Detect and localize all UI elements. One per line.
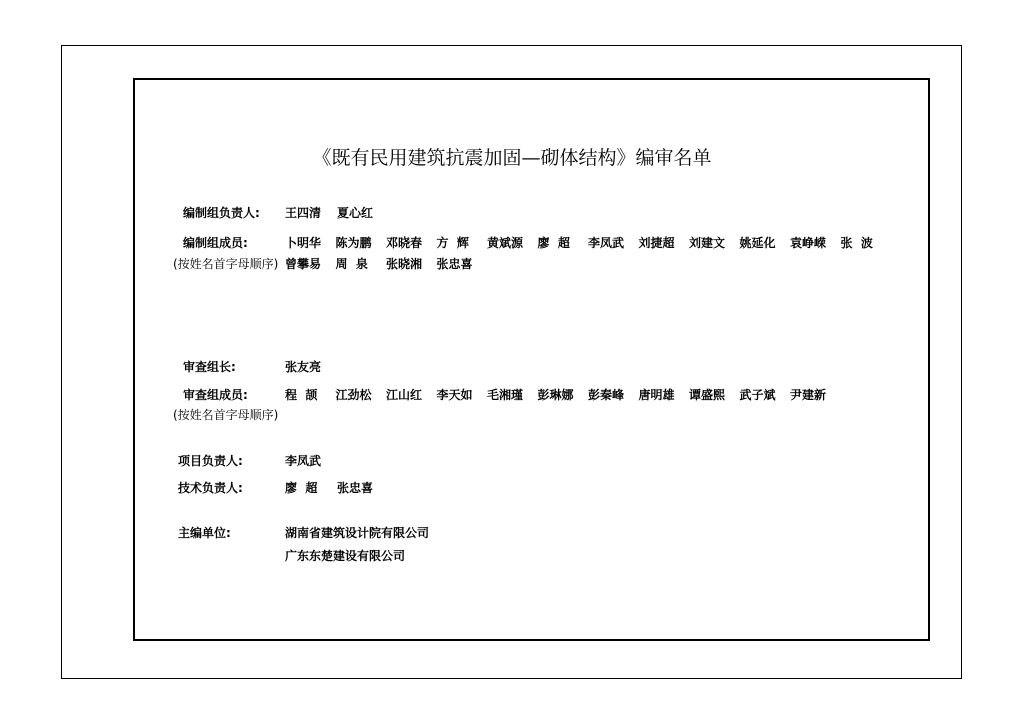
- review-leader-label: 审查组长:: [183, 360, 236, 374]
- person-name: 尹建新: [790, 388, 827, 402]
- person-name: 邓晓春: [386, 236, 423, 250]
- person-name: 刘建文: [689, 236, 726, 250]
- person-name: 刘捷超: [638, 236, 675, 250]
- person-name: 张晓湘: [386, 257, 423, 271]
- person-name: 周 泉: [335, 257, 368, 271]
- chief-editor-org-2: 广东东楚建设有限公司: [285, 549, 406, 563]
- person-name: 张忠喜: [337, 481, 374, 495]
- person-name: 廖 超: [537, 236, 570, 250]
- person-name: 黄斌源: [487, 236, 524, 250]
- chief-editor-label: 主编单位:: [178, 526, 231, 540]
- person-name: 武子斌: [739, 388, 776, 402]
- review-members-label: 审查组成员:: [183, 388, 248, 402]
- person-name: 夏心红: [337, 206, 374, 220]
- person-name: 毛湘瑾: [487, 388, 524, 402]
- project-lead-label: 项目负责人:: [178, 454, 243, 468]
- person-name: 姚延化: [739, 236, 776, 250]
- editor-leaders-label: 编制组负责人:: [183, 206, 260, 220]
- person-name: 彭秦峰: [588, 388, 625, 402]
- person-name: 彭琳娜: [537, 388, 574, 402]
- person-name: 张 波: [840, 236, 873, 250]
- person-name: 陈为鹏: [335, 236, 372, 250]
- person-name: 廖 超: [285, 481, 318, 495]
- chief-editor-org-1: 湖南省建筑设计院有限公司: [285, 526, 430, 540]
- person-name: 李凤武: [588, 236, 625, 250]
- person-name: 张忠喜: [436, 257, 473, 271]
- person-name: 袁峥嵘: [790, 236, 827, 250]
- person-name: 曾攀易: [285, 257, 322, 271]
- person-name: 张友亮: [285, 360, 322, 374]
- person-name: 李凤武: [285, 454, 322, 468]
- editor-members-note: (按姓名首字母顺序): [173, 257, 279, 271]
- review-members-note: (按姓名首字母顺序): [173, 408, 279, 422]
- person-name: 唐明雄: [638, 388, 675, 402]
- person-name: 程 颉: [285, 388, 318, 402]
- person-name: 江劲松: [335, 388, 372, 402]
- document-title: 《既有民用建筑抗震加固—砌体结构》编审名单: [312, 147, 712, 169]
- tech-lead-label: 技术负责人:: [178, 481, 243, 495]
- person-name: 方 辉: [436, 236, 469, 250]
- person-name: 王四清: [285, 206, 322, 220]
- person-name: 李天如: [436, 388, 473, 402]
- person-name: 谭盛熙: [689, 388, 726, 402]
- person-name: 江山红: [386, 388, 423, 402]
- person-name: 卜明华: [285, 236, 322, 250]
- editor-members-label: 编制组成员:: [183, 236, 248, 250]
